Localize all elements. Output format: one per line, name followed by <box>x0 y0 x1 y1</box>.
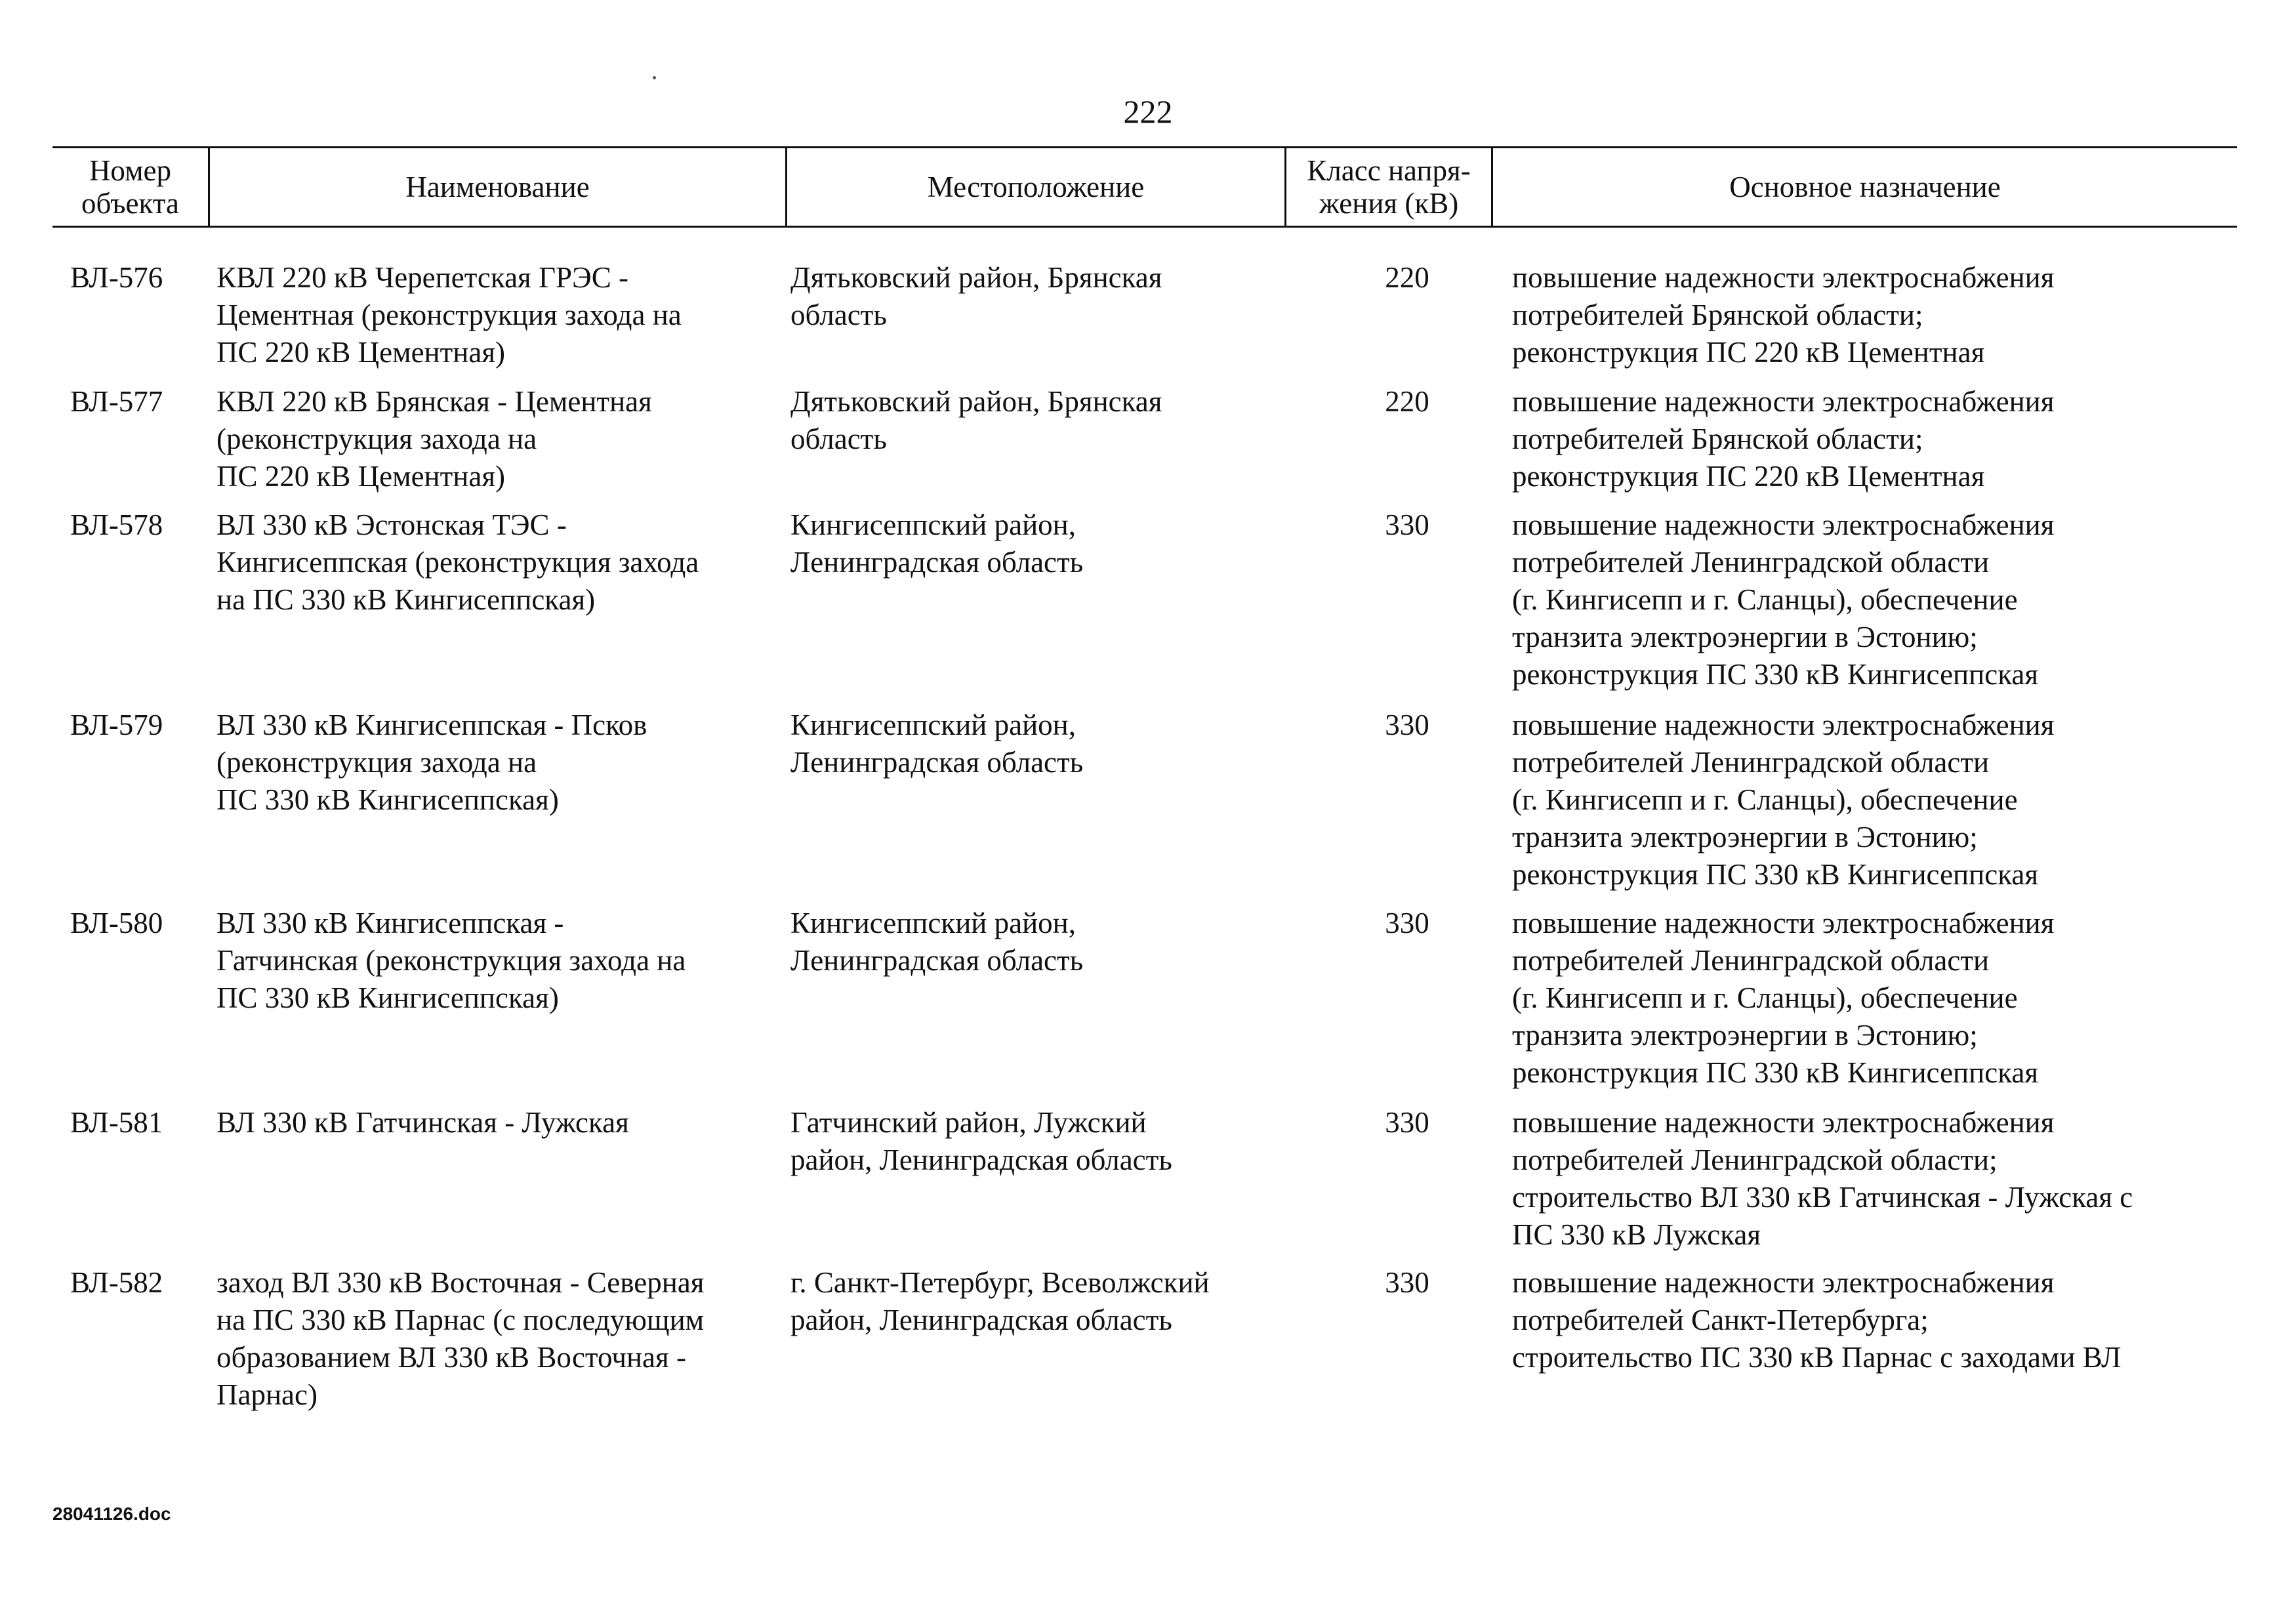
object-location: Гатчинский район, Лужский район, Ленинградская область <box>790 1106 1172 1176</box>
object-name: ВЛ 330 кВ Гатчинская - Лужская <box>216 1106 629 1139</box>
header-voltage-class: Класс напря- жения (кВ) <box>1307 154 1471 220</box>
voltage-class: 220 <box>1385 385 1429 418</box>
object-purpose: повышение надежности электроснабжения потребителей Брянской области; реконструкция ПС 220 кВ Цементная <box>1512 261 2055 369</box>
voltage-class: 330 <box>1385 709 1429 741</box>
object-purpose: повышение надежности электроснабжения потребителей Ленинградской области; строительство ВЛ 330 кВ Гатчинская - Лужская с ПС 330 кВ Лужская <box>1512 1106 2133 1251</box>
object-name: заход ВЛ 330 кВ Восточная - Северная на ПС 330 кВ Парнас (с последующим образованием ВЛ 330 кВ Восточная - Парнас) <box>216 1266 705 1411</box>
object-number: ВЛ-576 <box>70 261 163 294</box>
voltage-class: 330 <box>1385 1106 1429 1139</box>
scan-speck <box>653 76 656 79</box>
header-purpose: Основное назначение <box>1729 171 2001 203</box>
document-filename: 28041126.doc <box>52 1504 171 1524</box>
object-name: КВЛ 220 кВ Черепетская ГРЭС - Цементная (реконструкция захода на ПС 220 кВ Цементная) <box>216 261 682 369</box>
object-purpose: повышение надежности электроснабжения потребителей Ленинградской области (г. Кингисепп и г. Сланцы), обеспечение транзита электроэнергии в Эстонию; реконструкция ПС 330 кВ Кингисеппская <box>1512 907 2055 1089</box>
voltage-class: 220 <box>1385 261 1429 294</box>
object-location: Кингисеппский район, Ленинградская область <box>790 907 1084 977</box>
object-location: г. Санкт-Петербург, Всеволжский район, Ленинградская область <box>790 1266 1210 1336</box>
object-name: ВЛ 330 кВ Кингисеппская - Гатчинская (реконструкция захода на ПС 330 кВ Кингисеппская) <box>216 907 686 1014</box>
object-location: Кингисеппский район, Ленинградская область <box>790 508 1084 579</box>
header-name: Наименование <box>405 171 590 203</box>
object-number: ВЛ-578 <box>70 508 163 541</box>
object-purpose: повышение надежности электроснабжения потребителей Ленинградской области (г. Кингисепп и г. Сланцы), обеспечение транзита электроэнергии в Эстонию; реконструкция ПС 330 кВ Кингисеппская <box>1512 508 2055 691</box>
object-number: ВЛ-579 <box>70 709 163 741</box>
object-location: Кингисеппский район, Ленинградская область <box>790 709 1084 779</box>
object-name: КВЛ 220 кВ Брянская - Цементная (реконструкция захода на ПС 220 кВ Цементная) <box>216 385 652 493</box>
object-purpose: повышение надежности электроснабжения потребителей Ленинградской области (г. Кингисепп и г. Сланцы), обеспечение транзита электроэнергии в Эстонию; реконструкция ПС 330 кВ Кингисеппская <box>1512 709 2055 891</box>
object-number: ВЛ-577 <box>70 385 163 418</box>
voltage-class: 330 <box>1385 508 1429 541</box>
object-purpose: повышение надежности электроснабжения потребителей Санкт-Петербурга; строительство ПС 330 кВ Парнас с заходами ВЛ <box>1512 1266 2122 1374</box>
voltage-class: 330 <box>1385 907 1429 939</box>
object-location: Дятьковский район, Брянская область <box>790 385 1162 455</box>
object-purpose: повышение надежности электроснабжения потребителей Брянской области; реконструкция ПС 220 кВ Цементная <box>1512 385 2055 493</box>
object-location: Дятьковский район, Брянская область <box>790 261 1162 331</box>
voltage-class: 330 <box>1385 1266 1429 1299</box>
table-header <box>52 146 2237 228</box>
header-location: Местоположение <box>927 171 1145 203</box>
object-name: ВЛ 330 кВ Эстонская ТЭС - Кингисеппская (реконструкция захода на ПС 330 кВ Кингисеппская) <box>216 508 699 616</box>
object-name: ВЛ 330 кВ Кингисеппская - Псков (реконструкция захода на ПС 330 кВ Кингисеппская) <box>216 709 647 816</box>
object-number: ВЛ-582 <box>70 1266 163 1299</box>
page-number: 222 <box>1123 93 1173 130</box>
object-number: ВЛ-580 <box>70 907 163 939</box>
header-object-number: Номер объекта <box>81 154 179 220</box>
object-number: ВЛ-581 <box>70 1106 163 1139</box>
